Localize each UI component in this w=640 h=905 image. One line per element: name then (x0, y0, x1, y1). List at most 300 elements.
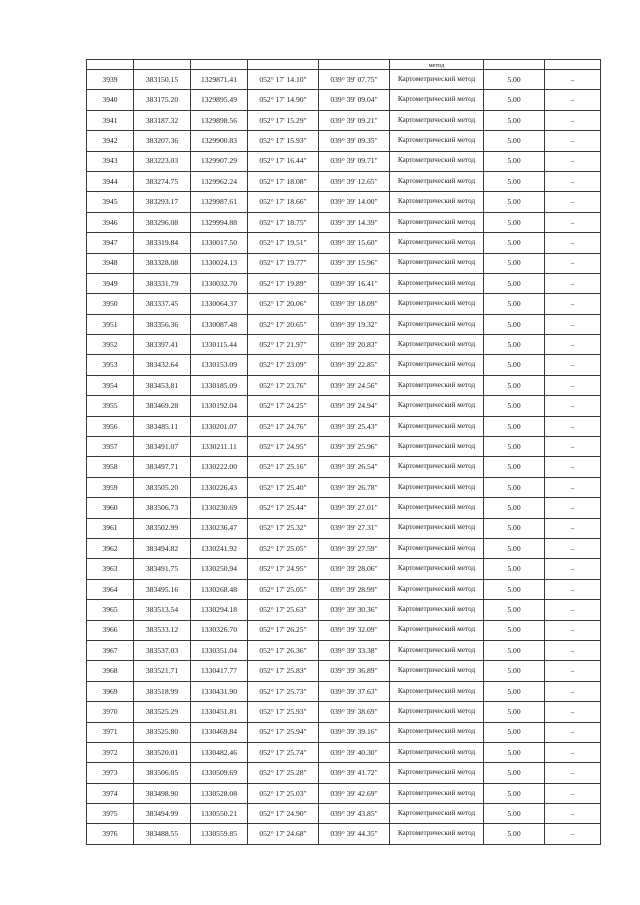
y-coordinate-cell: 1330351.04 (191, 640, 248, 660)
accuracy-cell: 5.00 (484, 90, 545, 110)
point-number-cell: 3948 (87, 253, 134, 273)
longitude-cell: 039° 39' 41.72" (319, 763, 390, 783)
point-number-cell: 3961 (87, 518, 134, 538)
method-cell: Картометрический метод (390, 171, 484, 191)
accuracy-cell: 5.00 (484, 477, 545, 497)
y-coordinate-cell: 1330064.37 (191, 294, 248, 314)
point-number-cell: 3962 (87, 538, 134, 558)
y-coordinate-cell: 1330192.04 (191, 396, 248, 416)
note-cell: – (545, 253, 601, 273)
point-number-cell: 3945 (87, 192, 134, 212)
x-coordinate-cell: 383525.80 (134, 722, 191, 742)
y-coordinate-cell: 1330528.08 (191, 783, 248, 803)
method-cell: Картометрический метод (390, 233, 484, 253)
accuracy-cell: 5.00 (484, 437, 545, 457)
method-cell: Картометрический метод (390, 355, 484, 375)
point-number-cell: 3965 (87, 600, 134, 620)
accuracy-cell: 5.00 (484, 70, 545, 90)
y-coordinate-cell: 1330559.85 (191, 824, 248, 844)
latitude-cell: 052° 17' 16.44" (248, 151, 319, 171)
point-number-cell: 3968 (87, 661, 134, 681)
x-coordinate-cell: 383397.41 (134, 335, 191, 355)
accuracy-cell: 5.00 (484, 273, 545, 293)
point-number-cell: 3951 (87, 314, 134, 334)
latitude-cell: 052° 17' 23.76" (248, 375, 319, 395)
table-row (87, 70, 601, 90)
accuracy-cell: 5.00 (484, 416, 545, 436)
latitude-cell: 052° 17' 25.94" (248, 722, 319, 742)
table-row (87, 273, 601, 293)
latitude-cell: 052° 17' 25.63" (248, 600, 319, 620)
longitude-cell: 039° 39' 09.71" (319, 151, 390, 171)
y-coordinate-cell: 1329994.88 (191, 212, 248, 232)
note-cell: – (545, 661, 601, 681)
point-number-cell: 3952 (87, 335, 134, 355)
y-coordinate-cell: 1330417.77 (191, 661, 248, 681)
note-cell: – (545, 477, 601, 497)
longitude-cell: 039° 39' 09.04" (319, 90, 390, 110)
point-number-cell: 3971 (87, 722, 134, 742)
accuracy-cell: 5.00 (484, 538, 545, 558)
accuracy-cell: 5.00 (484, 457, 545, 477)
method-cell: Картометрический метод (390, 498, 484, 518)
longitude-cell: 039° 39' 09.21" (319, 110, 390, 130)
x-coordinate-cell: 383533.12 (134, 620, 191, 640)
latitude-cell: 052° 17' 25.93" (248, 702, 319, 722)
longitude-cell: 039° 39' 39.16" (319, 722, 390, 742)
accuracy-cell: 5.00 (484, 314, 545, 334)
x-coordinate-cell: 383520.01 (134, 742, 191, 762)
longitude-cell: 039° 39' 12.65" (319, 171, 390, 191)
y-coordinate-cell: 1330201.07 (191, 416, 248, 436)
method-cell: Картометрический метод (390, 477, 484, 497)
note-cell: – (545, 314, 601, 334)
longitude-cell: 039° 39' 27.01" (319, 498, 390, 518)
note-cell: – (545, 722, 601, 742)
table-row (87, 233, 601, 253)
table-row (87, 824, 601, 844)
accuracy-cell: 5.00 (484, 722, 545, 742)
method-cell: Картометрический метод (390, 314, 484, 334)
point-number-cell: 3969 (87, 681, 134, 701)
accuracy-cell: 5.00 (484, 335, 545, 355)
accuracy-cell: 5.00 (484, 253, 545, 273)
accuracy-cell: 5.00 (484, 151, 545, 171)
accuracy-cell: 5.00 (484, 824, 545, 844)
longitude-cell: 039° 39' 32.09" (319, 620, 390, 640)
note-cell: – (545, 518, 601, 538)
point-number-cell: 3964 (87, 579, 134, 599)
y-coordinate-cell: 1330226.43 (191, 477, 248, 497)
longitude-cell: 039° 39' 24.56" (319, 375, 390, 395)
table-row (87, 498, 601, 518)
table-row (87, 90, 601, 110)
longitude-cell: 039° 39' 33.38" (319, 640, 390, 660)
note-cell: – (545, 151, 601, 171)
longitude-cell: 039° 39' 14.00" (319, 192, 390, 212)
latitude-cell: 052° 17' 18.08" (248, 171, 319, 191)
point-number-cell: 3941 (87, 110, 134, 130)
method-cell: Картометрический метод (390, 110, 484, 130)
x-coordinate-cell: 383497.71 (134, 457, 191, 477)
y-coordinate-cell: 1330087.48 (191, 314, 248, 334)
latitude-cell: 052° 17' 24.76" (248, 416, 319, 436)
method-cell: Картометрический метод (390, 151, 484, 171)
latitude-cell: 052° 17' 14.10" (248, 70, 319, 90)
longitude-cell: 039° 39' 28.99" (319, 579, 390, 599)
point-number-cell: 3957 (87, 437, 134, 457)
longitude-cell: 039° 39' 37.63" (319, 681, 390, 701)
point-number-cell: 3960 (87, 498, 134, 518)
point-number-cell: 3958 (87, 457, 134, 477)
x-coordinate-cell: 383521.71 (134, 661, 191, 681)
x-coordinate-cell: 383494.82 (134, 538, 191, 558)
point-number-cell: 3972 (87, 742, 134, 762)
table-row (87, 437, 601, 457)
latitude-cell: 052° 17' 19.77" (248, 253, 319, 273)
table-row (87, 131, 601, 151)
accuracy-cell: 5.00 (484, 110, 545, 130)
y-coordinate-cell: 1330017.50 (191, 233, 248, 253)
point-number-cell: 3950 (87, 294, 134, 314)
accuracy-cell: 5.00 (484, 681, 545, 701)
table-row (87, 294, 601, 314)
longitude-cell: 039° 39' 24.94" (319, 396, 390, 416)
note-cell: – (545, 233, 601, 253)
table-row (87, 416, 601, 436)
note-cell: – (545, 171, 601, 191)
point-number-cell: 3956 (87, 416, 134, 436)
point-number-cell: 3974 (87, 783, 134, 803)
x-coordinate-cell: 383207.36 (134, 131, 191, 151)
point-number-cell: 3963 (87, 559, 134, 579)
y-coordinate-cell: 1330451.81 (191, 702, 248, 722)
latitude-cell: 052° 17' 25.40" (248, 477, 319, 497)
table-row (87, 355, 601, 375)
x-coordinate-cell: 383150.15 (134, 70, 191, 90)
longitude-cell: 039° 39' 40.30" (319, 742, 390, 762)
table-row (87, 314, 601, 334)
table-row (87, 620, 601, 640)
y-coordinate-cell: 1330509.69 (191, 763, 248, 783)
note-cell: – (545, 375, 601, 395)
accuracy-cell: 5.00 (484, 640, 545, 660)
latitude-cell: 052° 17' 18.66" (248, 192, 319, 212)
longitude-cell: 039° 39' 19.32" (319, 314, 390, 334)
longitude-cell: 039° 39' 27.31" (319, 518, 390, 538)
x-coordinate-cell: 383432.64 (134, 355, 191, 375)
table-row (87, 702, 601, 722)
table-row (87, 783, 601, 803)
x-coordinate-cell: 383175.20 (134, 90, 191, 110)
note-cell: – (545, 355, 601, 375)
note-cell: – (545, 742, 601, 762)
method-cell: Картометрический метод (390, 824, 484, 844)
latitude-cell: 052° 17' 20.65" (248, 314, 319, 334)
latitude-cell: 052° 17' 26.25" (248, 620, 319, 640)
x-coordinate-cell: 383319.84 (134, 233, 191, 253)
y-coordinate-cell: 1329871.41 (191, 70, 248, 90)
x-coordinate-cell: 383296.08 (134, 212, 191, 232)
latitude-cell: 052° 17' 24.95" (248, 437, 319, 457)
point-number-cell: 3954 (87, 375, 134, 395)
x-coordinate-cell: 383485.11 (134, 416, 191, 436)
note-cell: – (545, 783, 601, 803)
method-cell: Картометрический метод (390, 742, 484, 762)
latitude-cell: 052° 17' 23.09" (248, 355, 319, 375)
note-cell: – (545, 640, 601, 660)
note-cell: – (545, 620, 601, 640)
point-number-cell: 3939 (87, 70, 134, 90)
note-cell: – (545, 90, 601, 110)
y-coordinate-cell: 1330185.09 (191, 375, 248, 395)
table-row (87, 212, 601, 232)
point-number-cell: 3966 (87, 620, 134, 640)
y-coordinate-cell: 1330326.70 (191, 620, 248, 640)
method-cell: Картометрический метод (390, 722, 484, 742)
method-cell: Картометрический метод (390, 416, 484, 436)
latitude-cell: 052° 17' 25.73" (248, 681, 319, 701)
latitude-cell: 052° 17' 15.29" (248, 110, 319, 130)
method-cell: Картометрический метод (390, 538, 484, 558)
x-coordinate-cell: 383469.28 (134, 396, 191, 416)
longitude-cell: 039° 39' 25.96" (319, 437, 390, 457)
method-cell: Картометрический метод (390, 192, 484, 212)
note-cell: – (545, 538, 601, 558)
latitude-cell: 052° 17' 19.89" (248, 273, 319, 293)
longitude-cell: 039° 39' 18.09" (319, 294, 390, 314)
y-coordinate-cell: 1329895.49 (191, 90, 248, 110)
x-coordinate-cell: 383453.81 (134, 375, 191, 395)
method-cell: Картометрический метод (390, 702, 484, 722)
accuracy-cell: 5.00 (484, 579, 545, 599)
method-cell: Картометрический метод (390, 804, 484, 824)
table-row (87, 742, 601, 762)
x-coordinate-cell: 383331.79 (134, 273, 191, 293)
accuracy-cell: 5.00 (484, 233, 545, 253)
longitude-cell: 039° 39' 36.89" (319, 661, 390, 681)
table-row (87, 763, 601, 783)
longitude-cell: 039° 39' 14.39" (319, 212, 390, 232)
note-cell: – (545, 559, 601, 579)
table-row (87, 600, 601, 620)
accuracy-cell: 5.00 (484, 212, 545, 232)
table-row (87, 640, 601, 660)
latitude-cell: 052° 17' 25.32" (248, 518, 319, 538)
y-coordinate-cell: 1330230.69 (191, 498, 248, 518)
table-row (87, 396, 601, 416)
accuracy-cell: 5.00 (484, 702, 545, 722)
longitude-cell: 039° 39' 16.41" (319, 273, 390, 293)
note-cell: – (545, 763, 601, 783)
x-coordinate-cell: 383223.03 (134, 151, 191, 171)
latitude-cell: 052° 17' 25.83" (248, 661, 319, 681)
method-cell: Картометрический метод (390, 640, 484, 660)
y-coordinate-cell: 1330236.47 (191, 518, 248, 538)
y-coordinate-cell: 1330115.44 (191, 335, 248, 355)
x-coordinate-cell: 383491.75 (134, 559, 191, 579)
note-cell: – (545, 416, 601, 436)
note-cell: – (545, 681, 601, 701)
x-coordinate-cell: 383274.75 (134, 171, 191, 191)
method-cell: Картометрический метод (390, 559, 484, 579)
latitude-cell: 052° 17' 24.90" (248, 804, 319, 824)
note-cell: – (545, 437, 601, 457)
point-number-cell: 3947 (87, 233, 134, 253)
method-cell: Картометрический метод (390, 396, 484, 416)
y-coordinate-cell: 1330211.11 (191, 437, 248, 457)
y-coordinate-cell: 1330469.84 (191, 722, 248, 742)
longitude-cell: 039° 39' 26.54" (319, 457, 390, 477)
latitude-cell: 052° 17' 25.05" (248, 538, 319, 558)
accuracy-cell: 5.00 (484, 600, 545, 620)
note-cell: – (545, 804, 601, 824)
longitude-cell: 039° 39' 20.83" (319, 335, 390, 355)
accuracy-cell: 5.00 (484, 375, 545, 395)
continued-row-fragment (87, 60, 601, 70)
x-coordinate-cell: 383537.03 (134, 640, 191, 660)
table-row (87, 661, 601, 681)
note-cell: – (545, 110, 601, 130)
table-row (87, 477, 601, 497)
method-cell: Картометрический метод (390, 518, 484, 538)
point-number-cell: 3944 (87, 171, 134, 191)
note-cell: – (545, 70, 601, 90)
latitude-cell: 052° 17' 14.90" (248, 90, 319, 110)
longitude-cell: 039° 39' 43.85" (319, 804, 390, 824)
method-cell: Картометрический метод (390, 212, 484, 232)
table-row (87, 681, 601, 701)
point-number-cell: 3973 (87, 763, 134, 783)
y-coordinate-cell: 1330294.18 (191, 600, 248, 620)
longitude-cell: 039° 39' 15.60" (319, 233, 390, 253)
x-coordinate-cell: 383498.90 (134, 783, 191, 803)
table-row (87, 110, 601, 130)
table-row (87, 804, 601, 824)
table-row (87, 192, 601, 212)
point-number-cell: 3949 (87, 273, 134, 293)
method-cell: Картометрический метод (390, 131, 484, 151)
x-coordinate-cell: 383502.99 (134, 518, 191, 538)
coordinates-table (86, 59, 601, 845)
longitude-cell: 039° 39' 22.85" (319, 355, 390, 375)
point-number-cell: 3940 (87, 90, 134, 110)
method-cell: Картометрический метод (390, 335, 484, 355)
y-coordinate-cell: 1330241.92 (191, 538, 248, 558)
x-coordinate-cell: 383513.54 (134, 600, 191, 620)
longitude-cell: 039° 39' 25.43" (319, 416, 390, 436)
x-coordinate-cell: 383518.99 (134, 681, 191, 701)
x-coordinate-cell: 383495.16 (134, 579, 191, 599)
latitude-cell: 052° 17' 19.51" (248, 233, 319, 253)
note-cell: – (545, 212, 601, 232)
latitude-cell: 052° 17' 24.95" (248, 559, 319, 579)
note-cell: – (545, 131, 601, 151)
y-coordinate-cell: 1330153.09 (191, 355, 248, 375)
table-row (87, 253, 601, 273)
longitude-cell: 039° 39' 07.75" (319, 70, 390, 90)
note-cell: – (545, 335, 601, 355)
y-coordinate-cell: 1330222.00 (191, 457, 248, 477)
method-cell: Картометрический метод (390, 661, 484, 681)
note-cell: – (545, 600, 601, 620)
accuracy-cell: 5.00 (484, 763, 545, 783)
y-coordinate-cell: 1330268.48 (191, 579, 248, 599)
point-number-cell: 3967 (87, 640, 134, 660)
y-coordinate-cell: 1330250.94 (191, 559, 248, 579)
table-row (87, 722, 601, 742)
accuracy-cell: 5.00 (484, 131, 545, 151)
table-row (87, 538, 601, 558)
accuracy-cell: 5.00 (484, 355, 545, 375)
longitude-cell: 039° 39' 44.35" (319, 824, 390, 844)
table-row (87, 335, 601, 355)
point-number-cell: 3976 (87, 824, 134, 844)
note-cell: – (545, 396, 601, 416)
table-row (87, 375, 601, 395)
table-body (87, 60, 601, 845)
x-coordinate-cell: 383494.99 (134, 804, 191, 824)
point-number-cell: 3942 (87, 131, 134, 151)
table-row (87, 518, 601, 538)
latitude-cell: 052° 17' 20.06" (248, 294, 319, 314)
latitude-cell: 052° 17' 18.75" (248, 212, 319, 232)
point-number-cell: 3975 (87, 804, 134, 824)
y-coordinate-cell: 1330550.21 (191, 804, 248, 824)
note-cell: – (545, 579, 601, 599)
x-coordinate-cell: 383293.17 (134, 192, 191, 212)
x-coordinate-cell: 383491.07 (134, 437, 191, 457)
latitude-cell: 052° 17' 25.03" (248, 783, 319, 803)
x-coordinate-cell: 383505.20 (134, 477, 191, 497)
x-coordinate-cell: 383488.55 (134, 824, 191, 844)
accuracy-cell: 5.00 (484, 498, 545, 518)
latitude-cell: 052° 17' 25.05" (248, 579, 319, 599)
point-number-cell: 3953 (87, 355, 134, 375)
table-row (87, 171, 601, 191)
method-cell: Картометрический метод (390, 294, 484, 314)
accuracy-cell: 5.00 (484, 804, 545, 824)
latitude-cell: 052° 17' 21.97" (248, 335, 319, 355)
method-cell: Картометрический метод (390, 253, 484, 273)
longitude-cell: 039° 39' 15.96" (319, 253, 390, 273)
x-coordinate-cell: 383328.08 (134, 253, 191, 273)
longitude-cell: 039° 39' 30.36" (319, 600, 390, 620)
method-cell: Картометрический метод (390, 600, 484, 620)
method-cell: Картометрический метод (390, 681, 484, 701)
method-cell: Картометрический метод (390, 783, 484, 803)
accuracy-cell: 5.00 (484, 518, 545, 538)
latitude-cell: 052° 17' 25.16" (248, 457, 319, 477)
point-number-cell: 3943 (87, 151, 134, 171)
y-coordinate-cell: 1329898.56 (191, 110, 248, 130)
method-cell: Картометрический метод (390, 763, 484, 783)
x-coordinate-cell: 383506.05 (134, 763, 191, 783)
accuracy-cell: 5.00 (484, 742, 545, 762)
y-coordinate-cell: 1329987.61 (191, 192, 248, 212)
method-cell: Картометрический метод (390, 579, 484, 599)
y-coordinate-cell: 1329962.24 (191, 171, 248, 191)
accuracy-cell: 5.00 (484, 620, 545, 640)
longitude-cell: 039° 39' 09.35" (319, 131, 390, 151)
latitude-cell: 052° 17' 25.74" (248, 742, 319, 762)
note-cell: – (545, 294, 601, 314)
point-number-cell: 3959 (87, 477, 134, 497)
note-cell: – (545, 702, 601, 722)
method-cell: Картометрический метод (390, 273, 484, 293)
method-fragment-cell: метод (390, 60, 484, 70)
longitude-cell: 039° 39' 26.78" (319, 477, 390, 497)
